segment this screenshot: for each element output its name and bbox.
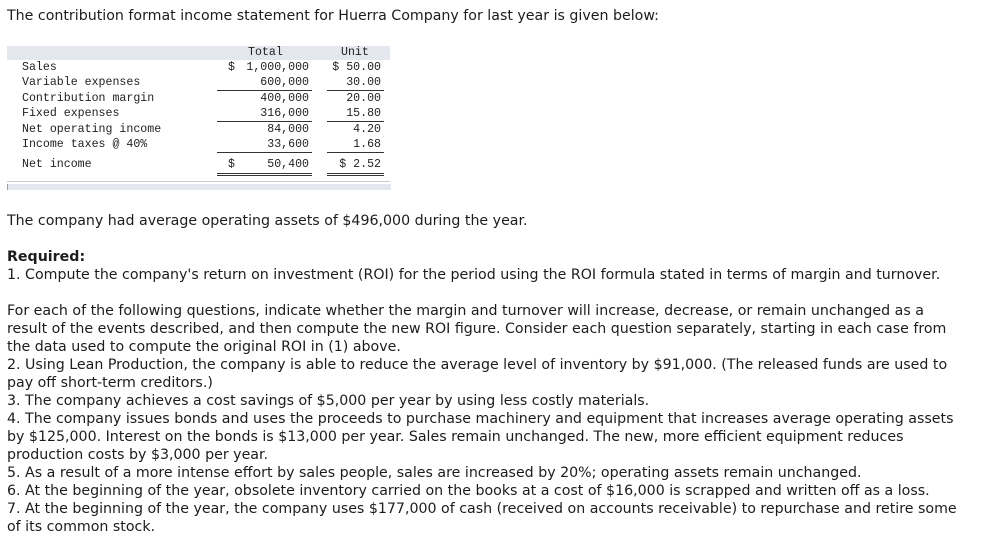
row-label-variable-expenses: Variable expenses [22, 76, 141, 89]
underline [327, 90, 384, 91]
row-total-income-taxes: 33,600 [267, 138, 309, 151]
double-underline [327, 175, 384, 176]
row-unit-contribution-margin: 20.00 [346, 92, 381, 105]
question-4: 4. The company issues bonds and uses the proceeds to purchase machinery and equipment that increases average operating assets by $125,000. Interest on the bonds is $13,000 per year. Sales remain unchanged. The new, more efficient equipment reduces production costs by $3,000 per year. [7, 411, 954, 463]
row-unit-fixed-expenses: 15.80 [346, 107, 381, 120]
row-label-fixed-expenses: Fixed expenses [22, 107, 120, 120]
row-unit-net-income: $ 2.52 [339, 158, 381, 171]
intro-text: The contribution format income statement for Huerra Company for last year is given below: [7, 8, 659, 24]
underline [217, 90, 312, 91]
row-dollar-net-income: $ [228, 158, 235, 171]
question-1: 1. Compute the company's return on investment (ROI) for the period using the ROI formula stated in terms of margin and turnover. [7, 267, 941, 283]
income-statement [7, 44, 392, 191]
question-6: 6. At the beginning of the year, obsolete inventory carried on the books at a cost of $16,000 is scrapped and written off as a loss. [7, 483, 930, 499]
table-bottom-rule [7, 181, 390, 182]
row-label-income-taxes: Income taxes @ 40% [22, 138, 148, 151]
question-5: 5. As a result of a more intense effort by sales people, sales are increased by 20%; operating assets remain unchanged. [7, 465, 862, 481]
question-7: 7. At the beginning of the year, the company uses $177,000 of cash (received on accounts receivable) to repurchase and retire some of its common stock. [7, 501, 957, 535]
row-unit-variable-expenses: 30.00 [346, 76, 381, 89]
underline [217, 152, 312, 153]
row-total-net-income: 50,400 [267, 158, 309, 171]
table-footer-band [7, 184, 391, 190]
row-total-variable-expenses: 600,000 [260, 76, 309, 89]
header-unit: Unit [341, 46, 369, 59]
row-total-net-operating-income: 84,000 [267, 123, 309, 136]
row-total-sales: 1,000,000 [246, 61, 309, 74]
required-heading: Required: [7, 249, 86, 265]
row-total-fixed-expenses: 316,000 [260, 107, 309, 120]
header-total: Total [248, 46, 283, 59]
row-total-contribution-margin: 400,000 [260, 92, 309, 105]
double-underline [217, 175, 312, 176]
row-label-net-income: Net income [22, 158, 92, 171]
header-band [7, 46, 390, 60]
row-label-net-operating-income: Net operating income [22, 123, 162, 136]
underline [327, 121, 384, 122]
row-unit-net-operating-income: 4.20 [353, 123, 381, 136]
question-2: 2. Using Lean Production, the company is able to reduce the average level of inventory by $91,000. (The released funds are used to pay off short-term creditors.) [7, 357, 948, 391]
double-underline [217, 173, 312, 174]
underline [217, 121, 312, 122]
row-label-sales: Sales [22, 61, 57, 74]
row-unit-sales: $ 50.00 [332, 61, 381, 74]
double-underline [327, 173, 384, 174]
instructions-text: For each of the following questions, indicate whether the margin and turnover will increase, decrease, or remain unchanged as a result of the events described, and then compute the new ROI figure. Consider each question separately, starting in each case from the data used to compute the original ROI in (1) above. [7, 303, 947, 355]
question-3: 3. The company achieves a cost savings of $5,000 per year by using less costly materials. [7, 393, 650, 409]
operating-assets-text: The company had average operating assets of $496,000 during the year. [7, 213, 528, 229]
row-label-contribution-margin: Contribution margin [22, 92, 155, 105]
row-dollar-sales: $ [228, 61, 235, 74]
underline [327, 152, 384, 153]
row-unit-income-taxes: 1.68 [353, 138, 381, 151]
